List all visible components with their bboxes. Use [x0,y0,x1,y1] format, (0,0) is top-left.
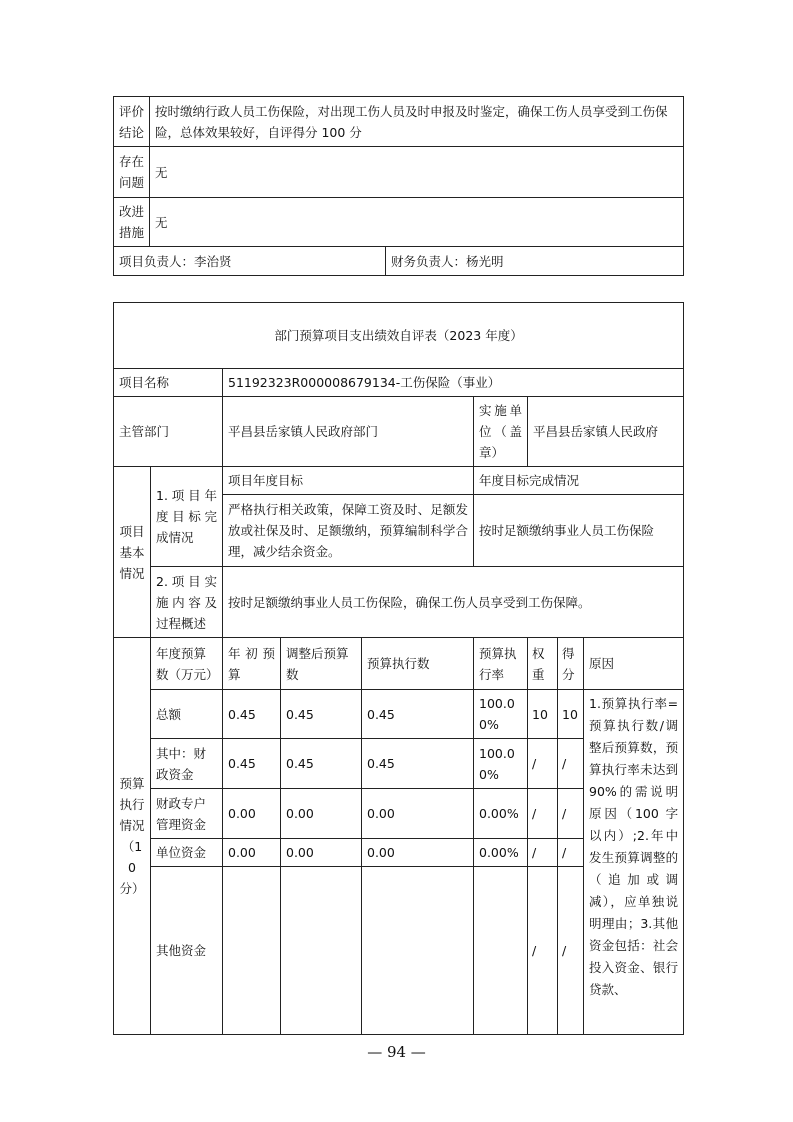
row-rate: 100.00% [474,690,528,739]
project-name-label: 项目名称 [114,369,223,397]
row-initial: 0.45 [223,690,281,739]
row-rate: 100.00% [474,739,528,789]
row-initial: 0.45 [223,739,281,789]
evaluation-table [113,96,684,276]
goal-header: 项目年度目标 [223,467,474,495]
dept-label: 主管部门 [114,397,223,467]
eval-text: 按时缴纳行政人员工伤保险，对出现工伤人员及时申报及时鉴定，确保工伤人员享受到工伤保险，总体效果较好，自评得分 100 分 [150,97,684,147]
row-executed [362,867,474,1035]
row-adjusted: 0.00 [281,789,362,839]
row-label: 单位资金 [151,839,223,867]
row-initial: 0.00 [223,839,281,867]
unit-label: 实施单位（盖章） [474,397,528,467]
row-adjusted: 0.45 [281,739,362,789]
header-executed: 预算执行数 [362,638,474,690]
row-score: 10 [558,690,584,739]
exec-label: 预算执行情况（10分） [114,638,151,1035]
header-adjusted: 调整后预算数 [281,638,362,690]
header-reason: 原因 [584,638,684,690]
row-rate: 0.00% [474,789,528,839]
improve-text: 无 [150,198,684,247]
row-rate [474,867,528,1035]
row-executed: 0.45 [362,739,474,789]
header-budget-amount: 年度预算数（万元） [151,638,223,690]
row-adjusted [281,867,362,1035]
goal-done-header: 年度目标完成情况 [474,467,684,495]
row-score: / [558,839,584,867]
row-label: 其中：财政资金 [151,739,223,789]
eval-label: 评价结论 [114,97,150,147]
header-weight: 权重 [528,638,558,690]
row-rate: 0.00% [474,839,528,867]
basic-info-label: 项目基本情况 [114,467,151,638]
row-weight: / [528,789,558,839]
row-label: 总额 [151,690,223,739]
reason-text: 1.预算执行率=预算执行数/调整后预算数，预算执行率未达到 90%的需说明原因（100 字以内）;2.年中发生预算调整的（追加或调减），应单独说明理由；3.其他资金包括：社会投入资金、银行贷款、 [584,690,684,1035]
row-weight: / [528,867,558,1035]
unit-value: 平昌县岳家镇人民政府 [528,397,684,467]
finance-owner: 财务负责人：杨光明 [386,247,684,276]
row-weight: / [528,839,558,867]
row-initial: 0.00 [223,789,281,839]
improve-label: 改进措施 [114,198,150,247]
row-executed: 0.00 [362,789,474,839]
row-initial [223,867,281,1035]
budget-row-total [114,690,684,739]
row-executed: 0.45 [362,690,474,739]
page-number: — 94 — [367,1043,426,1061]
header-rate: 预算执行率 [474,638,528,690]
project-owner: 项目负责人：李治贤 [114,247,386,276]
row-weight: 10 [528,690,558,739]
row-executed: 0.00 [362,839,474,867]
row-score: / [558,789,584,839]
goal-text: 严格执行相关政策，保障工资及时、足额发放或社保及时、足额缴纳，预算编制科学合理，减少结余资金。 [223,495,474,567]
row-label: 其他资金 [151,867,223,1035]
header-score: 得分 [558,638,584,690]
issues-text: 无 [150,147,684,198]
header-initial: 年初预算 [223,638,281,690]
row-score: / [558,739,584,789]
row-weight: / [528,739,558,789]
row-label: 财政专户管理资金 [151,789,223,839]
content-label: 2.项目实施内容及过程概述 [151,567,223,638]
dept-value: 平昌县岳家镇人民政府部门 [223,397,474,467]
goal-done-text: 按时足额缴纳事业人员工伤保险 [474,495,684,567]
form-title: 部门预算项目支出绩效自评表（2023 年度） [114,303,684,369]
performance-form [113,302,684,1035]
row-adjusted: 0.00 [281,839,362,867]
row-score: / [558,867,584,1035]
goal-label: 1.项目年度目标完成情况 [151,467,223,567]
row-adjusted: 0.45 [281,690,362,739]
issues-label: 存在问题 [114,147,150,198]
content-text: 按时足额缴纳事业人员工伤保险，确保工伤人员享受到工伤保障。 [223,567,684,638]
project-name: 51192323R000008679134-工伤保险（事业） [223,369,684,397]
